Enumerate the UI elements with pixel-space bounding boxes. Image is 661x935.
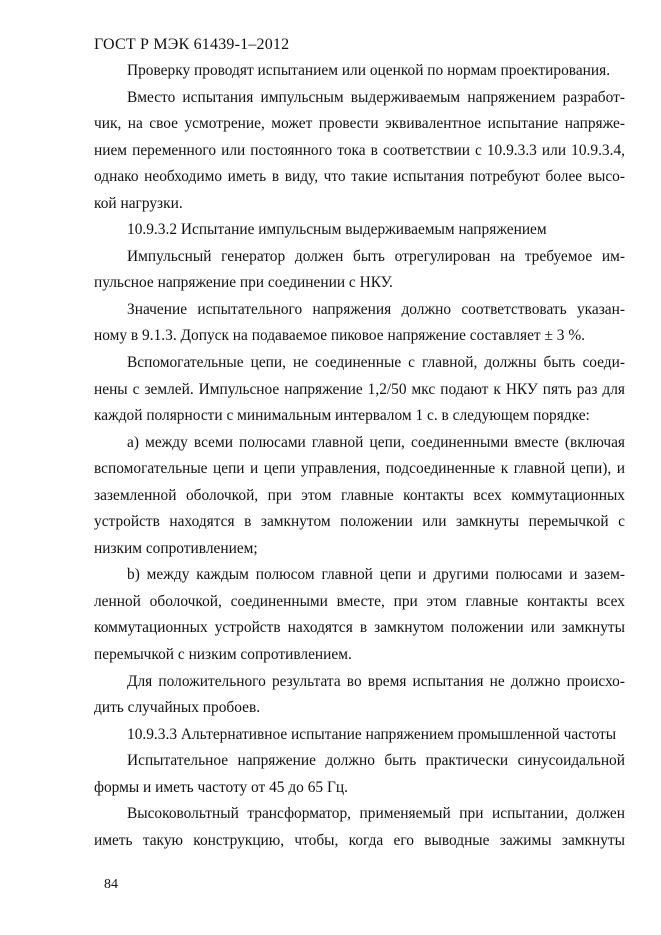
text-line: Импульсный генератор должен быть отрегулирован на требуемое им- [127,247,625,265]
text-line: пульсное напряжение при соединении с НКУ. [94,274,393,292]
text-line: 10.9.3.2 Испытание импульсным выдерживаемым напряжением [127,221,547,239]
text-line: низким сопротивлением; [94,539,258,557]
text-line: Вместо испытания импульсным выдерживаемым напряжением разработ- [127,88,625,106]
text-line: 10.9.3.3 Альтернативное испытание напряжением промышленной частоты [127,725,617,743]
text-line: однако необходимо иметь в виду, что такие испытания потребуют более высо- [94,168,625,186]
text-line: чик, на свое усмотрение, может провести эквивалентное испытание напряже- [94,115,625,133]
text-line: каждой полярности с минимальным интервалом 1 с. в следующем порядке: [94,407,590,425]
text-line: Проверку проводят испытанием или оценкой по нормам проектирования. [127,62,611,79]
text-line: ленной оболочкой, соединенными вместе, при этом главные контакты всех [94,592,625,610]
text-line: коммутационных устройств находятся в замкнутом положении или замкнуты [94,619,625,637]
body-text [94,58,625,854]
text-line: формы и иметь частоту от 45 до 65 Гц. [94,778,348,796]
page-number: 84 [104,877,118,892]
text-line: Для положительного результата во время испытания не должно происхо- [127,672,625,690]
text-line: Испытательное напряжение должно быть практически синусоидальной [127,752,625,770]
text-line: ному в 9.1.3. Допуск на подаваемое пиковое напряжение составляет ± 3 %. [94,327,585,345]
text-line: вспомогательные цепи и цепи управления, подсоединенные к главной цепи), и [94,460,625,478]
document-header: ГОСТ Р МЭК 61439-1–2012 [94,36,290,53]
text-line: дить случайных пробоев. [94,699,261,717]
text-line: Высоковольтный трансформатор, применяемый при испытании, должен [127,805,625,823]
text-line: кой нагрузки. [94,194,183,212]
text-line: устройств находятся в замкнутом положении или замкнуты перемычкой с [94,513,625,531]
text-line: Значение испытательного напряжения должно соответствовать указан- [127,300,625,318]
text-line: перемычкой с низким сопротивлением. [94,646,352,664]
text-line: нием переменного или постоянного тока в соответствии с 10.9.3.3 или 10.9.3.4, [94,141,625,159]
text-line: заземленной оболочкой, при этом главные контакты всех коммутационных [94,486,625,504]
text-line: а) между всеми полюсами главной цепи, соединенными вместе (включая [127,433,625,451]
text-line: иметь такую конструкцию, чтобы, когда его выводные зажимы замкнуты [94,831,625,849]
text-line: b) между каждым полюсом главной цепи и другими полюсами и зазем- [127,566,625,584]
text-line: нены с землей. Импульсное напряжение 1,2/50 мкс подают к НКУ пять раз для [94,380,625,398]
text-line: Вспомогательные цепи, не соединенные с главной, должны быть соеди- [127,354,625,372]
